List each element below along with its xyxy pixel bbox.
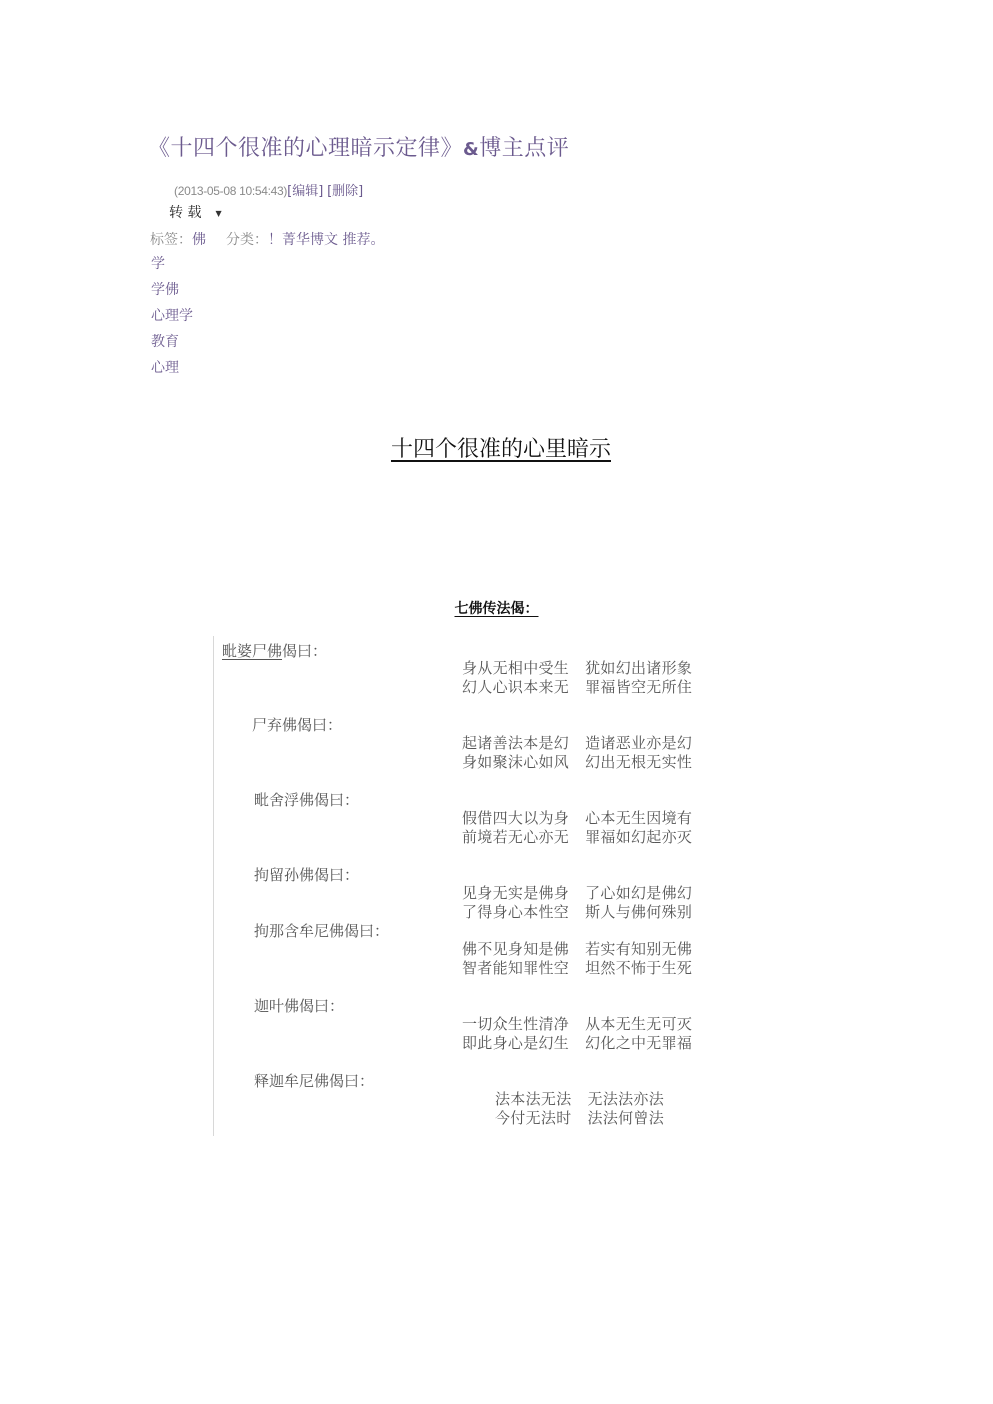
buddha-name: 迦叶佛 [254,997,300,1015]
gatha-suffix: 偈曰： [329,1072,375,1090]
buddha-name: 毗舍浮佛 [254,791,315,809]
verse-half: 身从无相中受生 [462,659,570,677]
verse-half: 一切众生性清净 [462,1015,570,1033]
gatha-heading [254,920,389,941]
verse-half: 智者能知罪性空 [462,959,570,977]
verse-half: 若实有知别无佛 [585,940,693,958]
repost-label: 转 载 [169,205,202,221]
tag-link[interactable]: 学 [151,256,165,272]
verse-line [462,807,692,828]
gatha-suffix: 偈曰： [314,791,360,809]
verse-half: 佛不见身知是佛 [462,940,570,958]
article-title [0,432,993,463]
tag-link[interactable]: 教育 [151,334,179,350]
post-date: (2013-05-08 10:54:43) [174,184,288,198]
verse-half: 见身无实是佛身 [462,884,570,902]
verse-half: 坦然不怖于生死 [585,959,693,977]
verse-line [462,882,692,903]
buddha-name: 尸弃佛 [252,716,298,734]
tags-label: 标签： [150,232,192,248]
verse-half: 罪福皆空无所住 [585,678,693,696]
article-title-text: 十四个很准的心里暗示 [390,437,611,462]
gatha-block [213,636,714,1136]
verse-half: 了得身心本性空 [462,903,570,921]
verse-half: 从本无生无可灭 [585,1015,693,1033]
gatha-heading [254,995,344,1016]
verse-line [462,826,692,847]
verse-line [462,957,692,978]
section-title-text: 七佛传法偈： [454,601,539,617]
buddha-name: 拘那含牟尼佛 [254,922,345,940]
tag-list [151,254,193,384]
delete-link[interactable]: [删除] [327,184,364,199]
verse-line [495,1107,664,1128]
gatha-heading [254,1070,374,1091]
gatha-heading [222,640,327,661]
post-meta [174,180,363,199]
verse-half: 了心如幻是佛幻 [585,884,693,902]
verse-half: 身如聚沫心如风 [462,753,570,771]
tag-link[interactable]: 心理 [151,360,179,376]
buddha-name: 毗婆尸佛 [222,642,283,660]
dropdown-arrow-icon: ▼ [215,208,222,218]
verse-half: 幻人心识本来无 [462,678,570,696]
repost-dropdown[interactable] [169,202,222,222]
verse-half: 斯人与佛何殊别 [585,903,693,921]
verse-line [462,676,692,697]
verse-half: 造诸恶业亦是幻 [585,734,693,752]
verse-half: 罪福如幻起亦灭 [585,828,693,846]
buddha-name: 释迦牟尼佛 [254,1072,330,1090]
verse-half: 起诸善法本是幻 [462,734,570,752]
verse-half: 法法何曾法 [587,1109,665,1127]
verse-half: 心本无生因境有 [585,809,693,827]
gatha-heading [254,864,359,885]
edit-link[interactable]: [编辑] [287,184,324,199]
gatha-heading [252,714,342,735]
buddha-name: 拘留孙佛 [254,866,315,884]
verse-line [462,1013,692,1034]
verse-half: 幻出无根无实性 [585,753,693,771]
gatha-suffix: 偈曰： [314,866,360,884]
verse-half: 今付无法时 [495,1109,572,1127]
verse-line [462,901,692,922]
tags-category-row [150,229,384,249]
verse-line [462,938,692,959]
tag-link[interactable]: 学佛 [151,282,179,298]
verse-half: 无法法亦法 [587,1090,665,1108]
verse-line [462,732,692,753]
verse-half: 即此身心是幻生 [462,1034,570,1052]
post-title [148,131,569,162]
verse-half: 幻化之中无罪福 [585,1034,693,1052]
post-title-main: 《十四个很准的心理暗示定律》 [148,136,464,161]
category-label: 分类： [226,232,268,248]
verse-half: 假借四大以为身 [462,809,570,827]
verse-half: 犹如幻出诸形象 [585,659,693,677]
tag-link-fo[interactable]: 佛 [192,232,206,248]
verse-line [495,1088,664,1109]
post-title-tail: 博主点评 [479,136,570,161]
verse-half: 前境若无心亦无 [462,828,570,846]
gatha-suffix: 偈曰： [299,997,345,1015]
category-link[interactable]: ！菁华博文 推荐。 [268,232,385,248]
post-title-amp: & [463,139,480,160]
verse-line [462,657,692,678]
gatha-heading [254,789,359,810]
tag-link[interactable]: 心理学 [151,308,193,324]
verse-half: 法本法无法 [495,1090,572,1108]
gatha-suffix: 偈曰： [282,642,328,660]
gatha-suffix: 偈曰： [297,716,343,734]
verse-line [462,1032,692,1053]
section-title [0,598,993,618]
gatha-suffix: 偈曰： [344,922,390,940]
verse-line [462,751,692,772]
